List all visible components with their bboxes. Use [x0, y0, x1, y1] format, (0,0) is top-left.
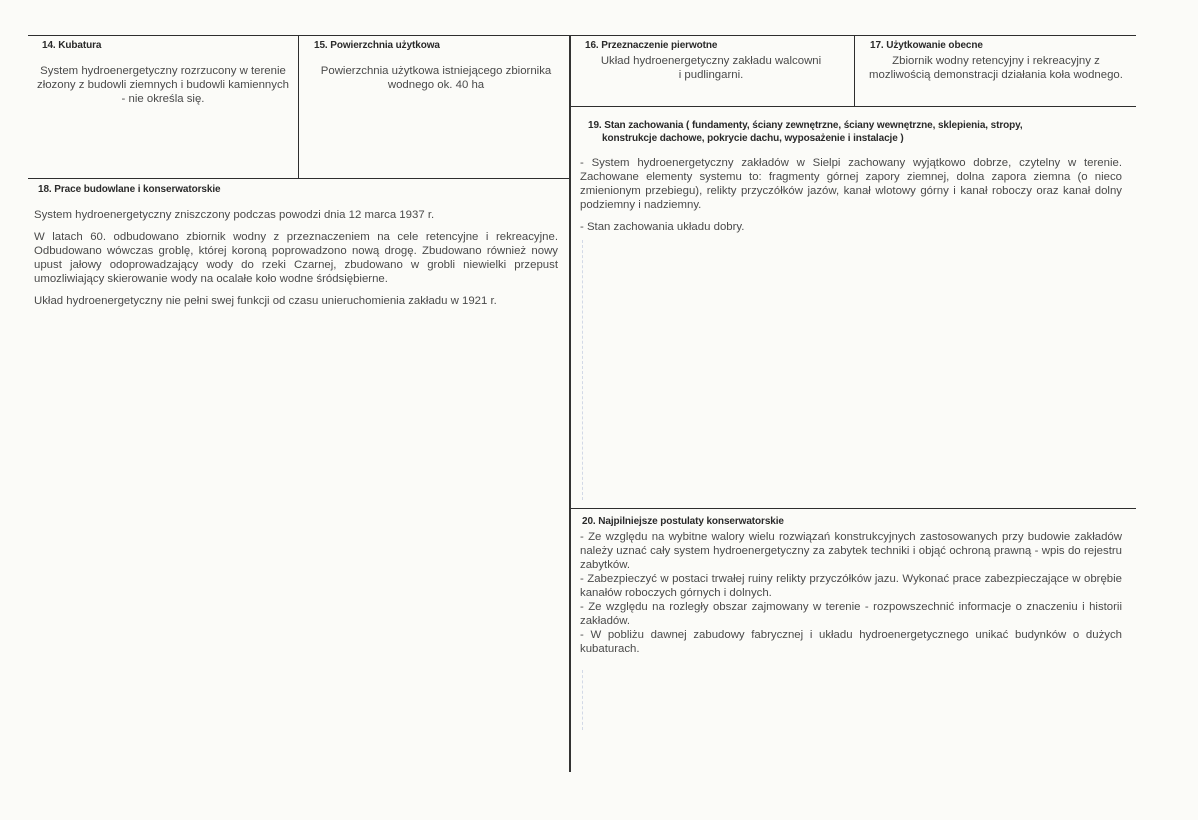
section-15-title: 15. Powierzchnia użytkowa — [314, 40, 440, 51]
faint-marks — [582, 670, 593, 730]
section-19-paragraph: - System hydroenergetyczny zakładów w Sielpi zachowany wyjątkowo dobrze, czytelny w terenie. Zachowane elementy systemu to: fragmenty górnej zapory ziemnej, dolna zapora ziemna (o nieco zmienionym przebiegu), relikty przyczółków jazów, kanał wlotowy górny i kanał roboczy oraz kanał dolny podziemny i nadziemny. — [580, 157, 1122, 211]
section-20-item: - Ze względu na wybitne walory wielu rozwiązań konstrukcyjnych zastosowanych przy budowie zakładów należy uznać cały system hydroenergetyczny za zabytek techniki i objąć ochroną prawną - wpis do rejestru zabytków. — [580, 531, 1122, 571]
section-16-title: 16. Przeznaczenie pierwotne — [585, 40, 718, 51]
section-19-body — [580, 156, 1122, 240]
row-divider-left — [28, 178, 571, 179]
top-border — [28, 35, 1136, 36]
divider-14-15 — [298, 35, 299, 178]
center-divider — [569, 35, 571, 772]
section-20-title: 20. Najpilniejsze postulaty konserwatorskie — [582, 516, 784, 527]
section-20-item: - W pobliżu dawnej zabudowy fabrycznej i układu hydroenergetycznego unikać budynków o dużych kubaturach. — [580, 629, 1122, 655]
section-18-paragraph: System hydroenergetyczny zniszczony podczas powodzi dnia 12 marca 1937 r. — [34, 209, 435, 221]
section-19-paragraph: - Stan zachowania układu dobry. — [580, 221, 745, 233]
section-15-text: Powierzchnia użytkowa istniejącego zbiornika wodnego ok. 40 ha — [320, 65, 552, 91]
section-14-title: 14. Kubatura — [42, 40, 102, 51]
divider-16-17 — [854, 35, 855, 106]
section-20-body — [580, 530, 1122, 656]
faint-marks — [582, 240, 593, 500]
section-14-text: System hydroenergetyczny rozrzucony w terenie złozony z budowli ziemnych i budowli kamiennych - nie określa się. — [37, 65, 289, 105]
row-divider-right-bottom — [570, 508, 1136, 509]
section-18-title: 18. Prace budowlane i konserwatorskie — [38, 184, 221, 195]
section-20-item: - Zabezpieczyć w postaci trwałej ruiny relikty przyczółków jazu. Wykonać prace zabezpieczające w obrębie kanałów roboczych górnych i dolnych. — [580, 573, 1122, 599]
section-20-item: - Ze względu na rozległy obszar zajmowany w terenie - rozpowszechnić informacje o znaczeniu i historii zakładów. — [580, 601, 1122, 627]
section-18-paragraph: W latach 60. odbudowano zbiornik wodny z przeznaczeniem na cele retencyjne i rekreacyjne. Odbudowano wówczas groblę, której koroną poprowadzono nową drogę. Zbudowano również nowy upust jałowy odoprowadzający wody do rzeki Czarnej, zbudowano w grobli niewielki przepust umozliwiający skierowanie wody na ocalałe koło wodne śródsiębierne. — [34, 231, 558, 285]
section-19-title-line2: konstrukcje dachowe, pokrycie dachu, wyposażenie i instalacje ) — [602, 133, 904, 144]
row-divider-right-top — [570, 106, 1136, 107]
section-18-body — [34, 208, 558, 314]
section-17-text: Zbiornik wodny retencyjny i rekreacyjny z mozliwością demonstracji działania koła wodnego. — [869, 55, 1123, 81]
section-19-title-line1: 19. Stan zachowania ( fundamenty, ściany zewnętrzne, ściany wewnętrzne, sklepienia, stropy, — [588, 120, 1023, 131]
section-17-title: 17. Użytkowanie obecne — [870, 40, 983, 51]
section-16-text: Układ hydroenergetyczny zakładu walcowni i pudlingarni. — [600, 55, 822, 81]
section-18-paragraph: Układ hydroenergetyczny nie pełni swej funkcji od czasu unieruchomienia zakładu w 1921 r. — [34, 295, 497, 307]
